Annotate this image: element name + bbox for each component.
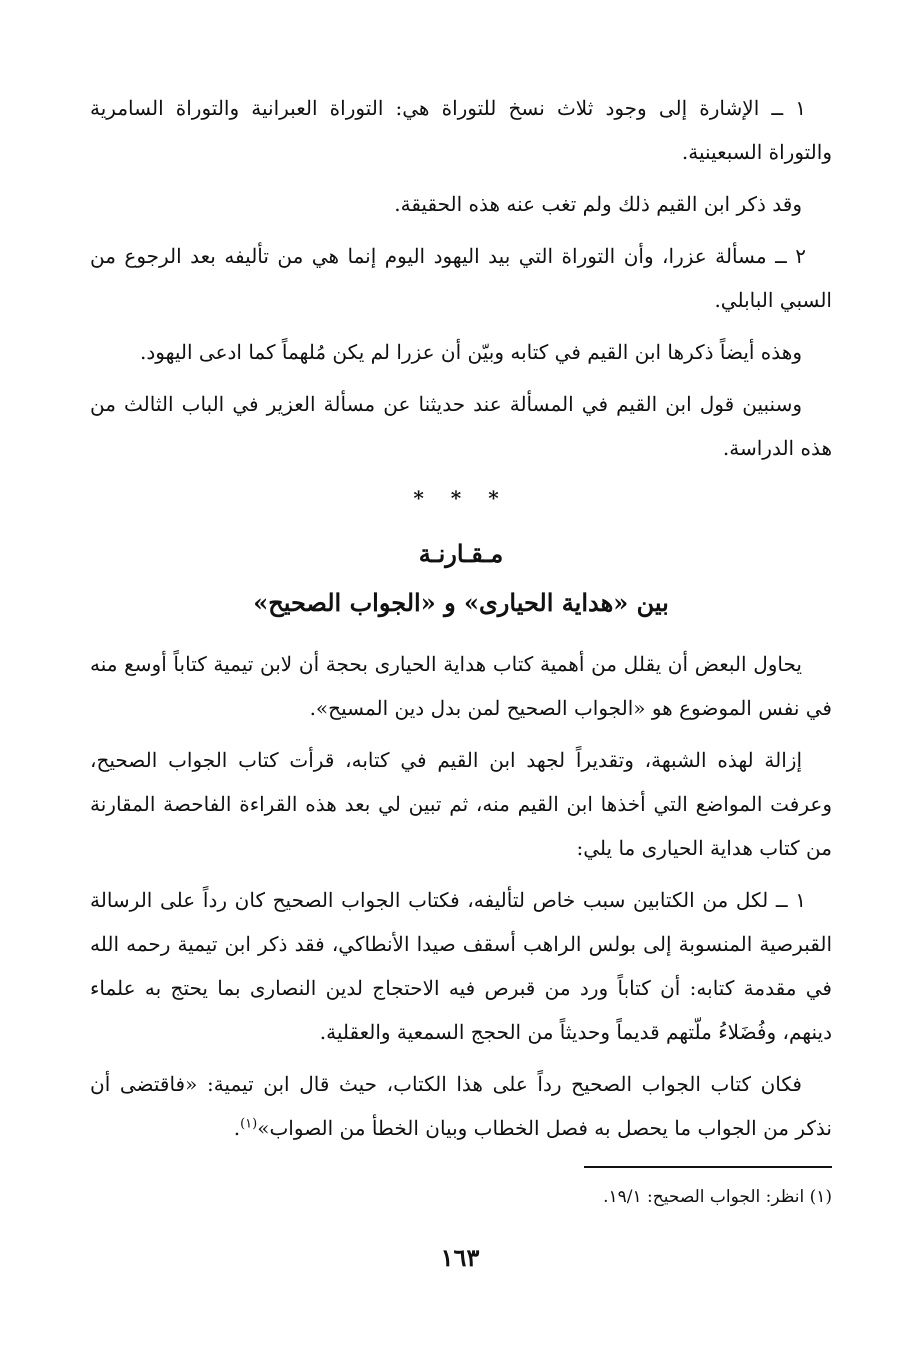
paragraph-ezra-issue: ٢ ــ مسألة عزرا، وأن التوراة التي بيد اليهود اليوم إنما هي من تأليفه بعد الرجوع من السبي البابلي. [90,244,832,312]
footnote-reference[interactable]: (١) [240,1116,258,1132]
footnote: (١) انظر: الجواب الصحيح: ١٩/١. [603,1187,832,1207]
quote-text: فكان كتاب الجواب الصحيح رداً على هذا الكتاب، حيث قال ابن تيمية: «فاقتضى أن نذكر من الجواب ما يحصل به فصل الخطاب وبيان الخطأ من الصواب» [90,1072,832,1140]
paragraph-torah-copies: ١ ــ الإشارة إلى وجود ثلاث نسخ للتوراة هي: التوراة العبرانية والتوراة السامرية والتوراة السبعينية. [90,96,832,164]
asterism-separator: * * * [413,486,509,510]
page-body [90,86,832,1158]
paragraph-reason-for-writing: ١ ــ لكل من الكتابين سبب خاص لتأليفه، فكتاب الجواب الصحيح كان رداً على الرسالة القبرصية المنسوبة إلى بولس الراهب أسقف صيدا الأنطاكي، فقد ذكر ابن تيمية رحمه الله في مقدمة كتابه: أن كتاباً ورد من قبرص فيه الاحتجاج لدين النصارى بما يحتج به علماء دينهم، وفُضَلاءُ ملّتهم قديماً وحديثاً من الحجج السمعية والعقلية. [90,888,832,1044]
paragraph-ibn-qayyim-mentioned: وقد ذكر ابن القيم ذلك ولم تغب عنه هذه الحقيقة. [394,192,802,216]
paragraph-reading: إزالة لهذه الشبهة، وتقديراً لجهد ابن القيم في كتابه، قرأت كتاب الجواب الصحيح، وعرفت المواضع التي أخذها ابن القيم منه، ثم تبين لي بعد هذه القراءة الفاحصة المقارنة من كتاب هداية الحيارى ما يلي: [90,748,832,860]
quote-end: . [233,1116,241,1140]
paragraph-claim: يحاول البعض أن يقلل من أهمية كتاب هداية الحيارى بحجة أن لابن تيمية كتاباً أوسع منه في نفس الموضوع هو «الجواب الصحيح لمن بدل دين المسيح». [90,652,832,720]
footnote-divider [584,1166,832,1168]
section-subtitle: بين «هداية الحيارى» و «الجواب الصحيح» [253,588,669,617]
paragraph-ezra-not-inspired: وهذه أيضاً ذكرها ابن القيم في كتابه وبيّن أن عزرا لم يكن مُلهماً كما ادعى اليهود. [140,340,802,364]
page-number: ١٦٣ [440,1243,480,1272]
paragraph-uzair-chapter: وسنبين قول ابن القيم في المسألة عند حديثنا عن مسألة العزير في الباب الثالث من هذه الدراسة. [90,392,832,460]
section-title: مـقـارنـة [418,539,504,568]
paragraph-quote [90,1062,832,1150]
